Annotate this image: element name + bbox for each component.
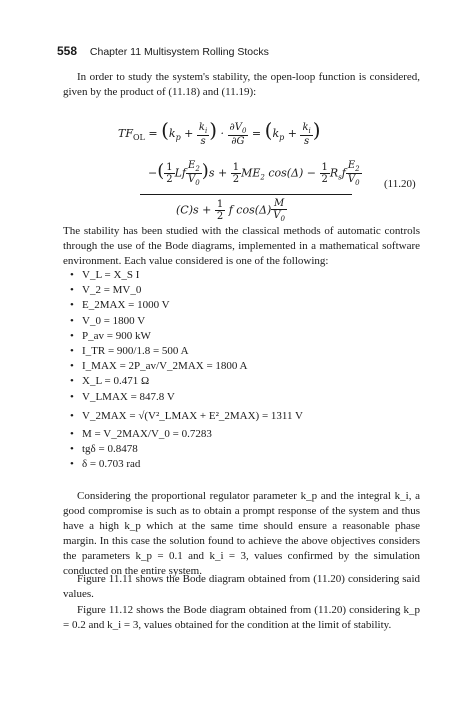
list-item: • δ = 0.703 rad xyxy=(70,458,141,471)
list-item: • tgδ = 0.8478 xyxy=(70,442,138,455)
intro-paragraph: In order to study the system's stability, the open-loop function is considered, given by the product of (11.18) and (11.19): xyxy=(63,71,420,98)
list-item: • V_0 = 1800 V xyxy=(70,314,146,327)
list-item: • V_2MAX = √(V²_LMAX + E²_2MAX) = 1311 V xyxy=(70,409,303,422)
methods-paragraph: The stability has been studied with the classical methods of automatic controls through the use of the Bode diagrams, implemented in a mathematical software environment. Each value considered is one of the following: xyxy=(63,225,420,267)
list-item: • V_2 = MV_0 xyxy=(70,284,142,297)
equation-numerator: −( $\frac{1}{2}$ Lf $\frac{E_2}{V_0}$ )s + $\frac{1}{2}$ $ME_2$ cos(Δ) − $\frac{1}{2}$ $R_sf$ $\frac{E_2}{V_0}$ xyxy=(148,160,360,187)
fraction-bar xyxy=(140,194,352,195)
list-item: • V_L = X_S I xyxy=(70,269,140,281)
chapter-title: Chapter 11 Multisystem Rolling Stocks xyxy=(89,46,269,58)
page-number: 558 xyxy=(57,44,78,58)
list-item: • P_av = 900 kW xyxy=(70,329,151,342)
list-item: • I_TR = 900/1.8 = 500 A xyxy=(70,344,189,357)
value-list xyxy=(70,268,303,472)
list-item: • M = V_2MAX/V_0 = 0.7283 xyxy=(70,427,212,440)
equation-denominator: (C)s + $\frac{1}{2}$ f cos(Δ) $\frac{M}{V_0}$ xyxy=(176,198,285,223)
equation-number: (11.20) xyxy=(384,178,416,190)
list-item: • E_2MAX = 1000 V xyxy=(70,299,170,312)
page-header xyxy=(57,44,269,58)
proportional-paragraph: Considering the proportional regulator parameter k_p and the integral k_i, a good compromise is such as to obtain a prompt response of the system and thus have a high k_p which at the same time should ensure a reasonable phase margin. In this case the solution found to achieve the above objectives considers the parameters k_p = 0.1 and k_i = 3, values confirmed by the simulation conducted on the entire system. xyxy=(63,490,420,577)
figure-11-11-paragraph: Figure 11.11 shows the Bode diagram obtained from (11.20) considering said values. xyxy=(63,573,420,600)
list-item: • X_L = 0.471 Ω xyxy=(70,375,150,388)
figure-11-12-paragraph: Figure 11.12 shows the Bode diagram obtained from (11.20) considering k_p = 0.2 and k_i = 3, values obtained for the condition at the limit of stability. xyxy=(63,604,420,631)
list-item: • V_LMAX = 847.8 V xyxy=(70,390,175,403)
equation-line-1: $TF_{OL} = (k_p$ + $\frac{k_i}{s}$ ) · $\frac{\partial V_0}{\partial G}$ = ($k_p$ + $\frac{k_i}{s}$ ) xyxy=(118,118,321,147)
list-item: • I_MAX = 2P_av/V_2MAX = 1800 A xyxy=(70,360,248,373)
